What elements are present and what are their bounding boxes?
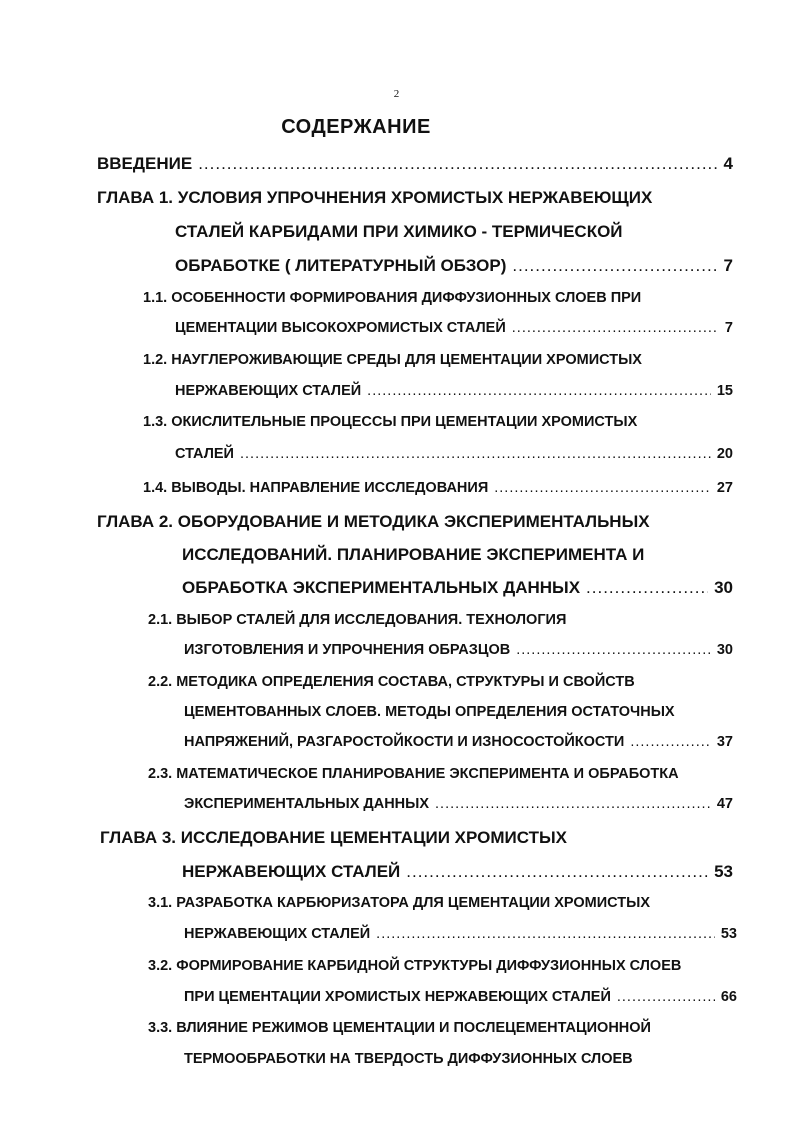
dot-leader: [406, 862, 708, 882]
toc-page-number: 53: [714, 862, 733, 881]
toc-chapter-2-line-2: [182, 545, 644, 565]
toc-entry-text: ЦЕМЕНТОВАННЫХ СЛОЕВ. МЕТОДЫ ОПРЕДЕЛЕНИЯ ОСТАТОЧНЫХ: [184, 704, 675, 720]
toc-entry-text: ТЕРМООБРАБОТКИ НА ТВЕРДОСТЬ ДИФФУЗИОННЫХ СЛОЕВ: [184, 1051, 633, 1067]
toc-page-number: 37: [716, 734, 733, 750]
toc-page-number: 27: [716, 480, 733, 496]
toc-section-3-1-line-2: [184, 926, 737, 942]
toc-entry-text: ПРИ ЦЕМЕНТАЦИИ ХРОМИСТЫХ НЕРЖАВЕЮЩИХ СТАЛЕЙ: [184, 989, 611, 1005]
toc-section-1-2-line-1: [143, 352, 642, 368]
toc-entry-text: ГЛАВА 3. ИССЛЕДОВАНИЕ ЦЕМЕНТАЦИИ ХРОМИСТЫХ: [100, 828, 567, 847]
toc-entry-text: НАПРЯЖЕНИЙ, РАЗГАРОСТОЙКОСТИ И ИЗНОСОСТОЙКОСТИ: [184, 734, 625, 750]
toc-chapter-2-line-3: [182, 578, 733, 598]
toc-entry-text: 2.2. МЕТОДИКА ОПРЕДЕЛЕНИЯ СОСТАВА, СТРУКТУРЫ И СВОЙСТВ: [148, 674, 635, 690]
toc-entry-text: НЕРЖАВЕЮЩИХ СТАЛЕЙ: [184, 926, 371, 942]
toc-entry-text: ГЛАВА 2. ОБОРУДОВАНИЕ И МЕТОДИКА ЭКСПЕРИМЕНТАЛЬНЫХ: [97, 512, 650, 531]
toc-section-3-2-line-2: [184, 989, 737, 1005]
toc-section-3-2-line-1: [148, 958, 681, 974]
toc-chapter-2-line-1: [97, 512, 650, 532]
toc-section-2-3-line-1: [148, 766, 679, 782]
page-number: 2: [393, 88, 400, 100]
toc-section-2-2-line-3: [184, 734, 733, 750]
dot-leader: [617, 989, 715, 1005]
toc-chapter-3-line-1: [100, 828, 567, 848]
toc-entry-text: 2.3. МАТЕМАТИЧЕСКОЕ ПЛАНИРОВАНИЕ ЭКСПЕРИМЕНТА И ОБРАБОТКА: [148, 766, 679, 782]
toc-entry-text: ЭКСПЕРИМЕНТАЛЬНЫХ ДАННЫХ: [184, 796, 430, 812]
toc-section-2-2-line-1: [148, 674, 635, 690]
toc-entry-text: ОБРАБОТКЕ ( ЛИТЕРАТУРНЫЙ ОБЗОР): [175, 256, 507, 275]
toc-section-1-1-line-2: [175, 320, 733, 336]
toc-entry-text: ИССЛЕДОВАНИЙ. ПЛАНИРОВАНИЕ ЭКСПЕРИМЕНТА И: [182, 545, 645, 564]
toc-page-number: 53: [720, 926, 737, 942]
toc-entry-text: НЕРЖАВЕЮЩИХ СТАЛЕЙ: [175, 383, 362, 399]
dot-leader: [494, 480, 711, 496]
toc-entry-text: 2.1. ВЫБОР СТАЛЕЙ ДЛЯ ИССЛЕДОВАНИЯ. ТЕХНОЛОГИЯ: [148, 612, 567, 628]
dot-leader: [516, 642, 711, 658]
toc-entry-text: 3.3. ВЛИЯНИЕ РЕЖИМОВ ЦЕМЕНТАЦИИ И ПОСЛЕЦЕМЕНТАЦИОННОЙ: [148, 1020, 651, 1036]
toc-page-number: 7: [724, 320, 733, 336]
dot-leader: [240, 446, 711, 462]
toc-page-number: 47: [716, 796, 733, 812]
toc-entry-text: 1.2. НАУГЛЕРОЖИВАЮЩИЕ СРЕДЫ ДЛЯ ЦЕМЕНТАЦИИ ХРОМИСТЫХ: [143, 352, 642, 368]
toc-page-number: 15: [716, 383, 733, 399]
toc-entry-text: ГЛАВА 1. УСЛОВИЯ УПРОЧНЕНИЯ ХРОМИСТЫХ НЕРЖАВЕЮЩИХ: [97, 188, 653, 207]
toc-entry-text: ОБРАБОТКА ЭКСПЕРИМЕНТАЛЬНЫХ ДАННЫХ: [182, 578, 581, 597]
toc-entry-text: ЦЕМЕНТАЦИИ ВЫСОКОХРОМИСТЫХ СТАЛЕЙ: [175, 320, 506, 336]
toc-chapter-1-line-1: [97, 188, 652, 208]
toc-page-number: 20: [716, 446, 733, 462]
dot-leader: [435, 796, 711, 812]
toc-page-number: 7: [723, 256, 733, 275]
toc-entry-text: 1.1. ОСОБЕННОСТИ ФОРМИРОВАНИЯ ДИФФУЗИОННЫХ СЛОЕВ ПРИ: [143, 290, 642, 306]
toc-section-2-3-line-2: [184, 796, 733, 812]
dot-leader: [630, 734, 711, 750]
toc-section-3-1-line-1: [148, 895, 650, 911]
toc-entry-text: 3.1. РАЗРАБОТКА КАРБЮРИЗАТОРА ДЛЯ ЦЕМЕНТАЦИИ ХРОМИСТЫХ: [148, 895, 650, 911]
toc-page-number: 4: [723, 154, 733, 173]
toc-section-1-3-line-2: [175, 446, 733, 462]
toc-section-2-1-line-1: [148, 612, 566, 628]
toc-entry-text: СТАЛЕЙ КАРБИДАМИ ПРИ ХИМИКО - ТЕРМИЧЕСКОЙ: [175, 222, 623, 241]
toc-section-1-1-line-1: [143, 290, 641, 306]
dot-leader: [376, 926, 715, 942]
dot-leader: [586, 578, 708, 598]
toc-entry-text: ВВЕДЕНИЕ: [97, 154, 193, 173]
dot-leader: [512, 256, 717, 276]
toc-chapter-1-line-3: [175, 256, 733, 276]
toc-page-number: 30: [716, 642, 733, 658]
toc-section-3-3-line-2: [184, 1051, 633, 1067]
toc-page-number: 66: [720, 989, 737, 1005]
toc-page-number: 30: [714, 578, 733, 597]
toc-entry-text: ИЗГОТОВЛЕНИЯ И УПРОЧНЕНИЯ ОБРАЗЦОВ: [184, 642, 511, 658]
toc-chapter-3-line-2: [182, 862, 733, 882]
page-title: СОДЕРЖАНИЕ: [281, 116, 431, 138]
toc-section-2-2-line-2: [184, 704, 675, 720]
toc-entry-text: НЕРЖАВЕЮЩИХ СТАЛЕЙ: [182, 862, 401, 881]
toc-section-3-3-line-1: [148, 1020, 651, 1036]
toc-section-1-2-line-2: [175, 383, 733, 399]
toc-entry-text: 1.3. ОКИСЛИТЕЛЬНЫЕ ПРОЦЕССЫ ПРИ ЦЕМЕНТАЦИИ ХРОМИСТЫХ: [143, 414, 638, 430]
toc-section-2-1-line-2: [184, 642, 733, 658]
toc-entry-text: СТАЛЕЙ: [175, 446, 234, 462]
toc-section-1-3-line-1: [143, 414, 637, 430]
toc-section-1-4: [143, 480, 733, 496]
dot-leader: [367, 383, 711, 399]
toc-entry-intro: [97, 154, 733, 174]
toc-entry-text: 3.2. ФОРМИРОВАНИЕ КАРБИДНОЙ СТРУКТУРЫ ДИФФУЗИОННЫХ СЛОЕВ: [148, 958, 682, 974]
toc-entry-text: 1.4. ВЫВОДЫ. НАПРАВЛЕНИЕ ИССЛЕДОВАНИЯ: [143, 480, 489, 496]
toc-chapter-1-line-2: [175, 222, 623, 242]
dot-leader: [512, 320, 719, 336]
dot-leader: [198, 154, 717, 174]
